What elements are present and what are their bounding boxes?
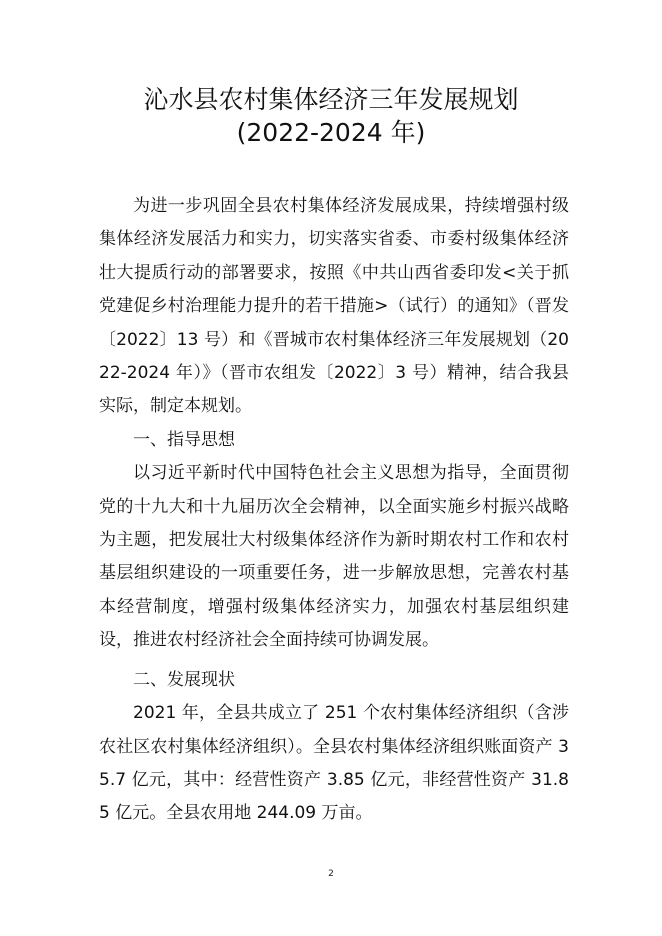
document-title-years: (2022-2024 年) bbox=[236, 118, 426, 147]
intro-paragraph: 为进一步巩固全县农村集体经济发展成果，持续增强村级集体经济发展活力和实力，切实落实省委、市委村级集体经济壮大提质行动的部署要求，按照《中共山西省委印发<关于抓党建促乡村治理能力提升的若干措施>（试行）的通知》（晋发〔2022〕13 号）和《晋城市农村集体经济三年发展规划（2022-2024 年）》（晋市农组发〔2022〕3 号）精神，结合我县实际，制定本规划。 bbox=[99, 196, 569, 417]
page-number: 2 bbox=[328, 869, 334, 879]
document-body bbox=[99, 190, 569, 831]
section-heading-guiding-ideology: 一、指导思想 bbox=[133, 429, 235, 450]
guiding-ideology-paragraph: 以习近平新时代中国特色社会主义思想为指导，全面贯彻党的十九大和十九届历次全会精神，以全面实施乡村振兴战略为主题，把发展壮大村级集体经济作为新时期农村工作和农村基层组织建设的一项重要任务，进一步解放思想，完善农村基本经营制度，增强村级集体经济实力，加强农村基层组织建设，推进农村经济社会全面持续可协调发展。 bbox=[99, 463, 569, 651]
section-heading-current-status: 二、发展现状 bbox=[133, 669, 235, 690]
document-title: 沁水县农村集体经济三年发展规划 bbox=[143, 85, 519, 114]
current-status-paragraph: 2021 年，全县共成立了 251 个农村集体经济组织（含涉农社区农村集体经济组织）。全县农村集体经济组织账面资产 35.7 亿元，其中：经营性资产 3.85 亿元，非经营性资产 31.85 亿元。全县农用地 244.09 万亩。 bbox=[99, 703, 569, 824]
